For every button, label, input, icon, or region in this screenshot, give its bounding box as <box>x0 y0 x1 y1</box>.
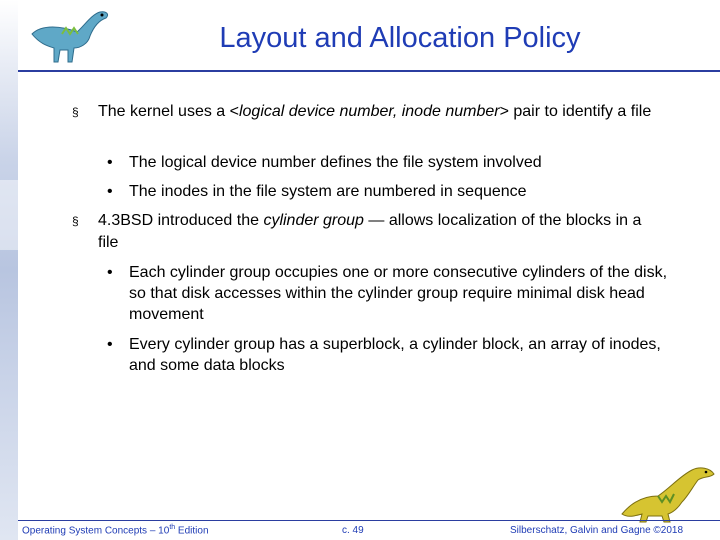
subbullet-1-1 <box>107 152 679 173</box>
subbullet-1-2-text: The inodes in the file system are numbered in sequence <box>129 183 527 200</box>
bullet-2-italic: cylinder group <box>263 212 364 229</box>
bullet-1-italic: logical device number, inode number <box>238 103 500 120</box>
bullet-2 <box>72 210 658 254</box>
footer-page: c. 49 <box>342 525 364 536</box>
footer-copyright: Silberschatz, Galvin and Gagne ©2018 <box>510 525 684 536</box>
bullet-1-text-a: The kernel uses a < <box>98 103 239 120</box>
subbullet-2-1-text: Each cylinder group occupies one or more consecutive cylinders of the disk, so that disk accesses within the cylinder group require minimal disk head movement <box>129 264 668 323</box>
bullet-marker: § <box>72 214 79 228</box>
bullet-2-text-a: 4.3BSD introduced the <box>98 212 264 229</box>
subbullet-2-2 <box>107 334 679 376</box>
bullet-1 <box>72 101 658 123</box>
bullet-marker: § <box>72 105 79 119</box>
subbullet-marker: • <box>107 183 113 200</box>
subbullet-1-2 <box>107 181 679 202</box>
footer-book-suffix: Edition <box>175 525 209 536</box>
subbullet-marker: • <box>107 154 113 171</box>
footer-book-sup: th <box>169 523 176 531</box>
subbullet-2-2-text: Every cylinder group has a superblock, a cylinder block, an array of inodes, and some data blocks <box>129 336 661 374</box>
footer-divider <box>18 520 720 521</box>
subbullet-marker: • <box>107 336 113 353</box>
subbullet-2-1 <box>107 262 679 325</box>
footer-book-prefix: Operating System Concepts – 10 <box>22 525 170 536</box>
subbullet-1-1-text: The logical device number defines the file system involved <box>129 154 542 171</box>
dinosaur-icon <box>618 462 718 524</box>
footer-book <box>22 524 209 536</box>
subbullet-marker: • <box>107 264 113 281</box>
bullet-1-text-b: > pair to identify a file <box>499 103 652 120</box>
slide-title: Layout and Allocation Policy <box>219 22 581 54</box>
bullet-2-text-b: — allows localization of the blocks in a file <box>98 212 642 251</box>
